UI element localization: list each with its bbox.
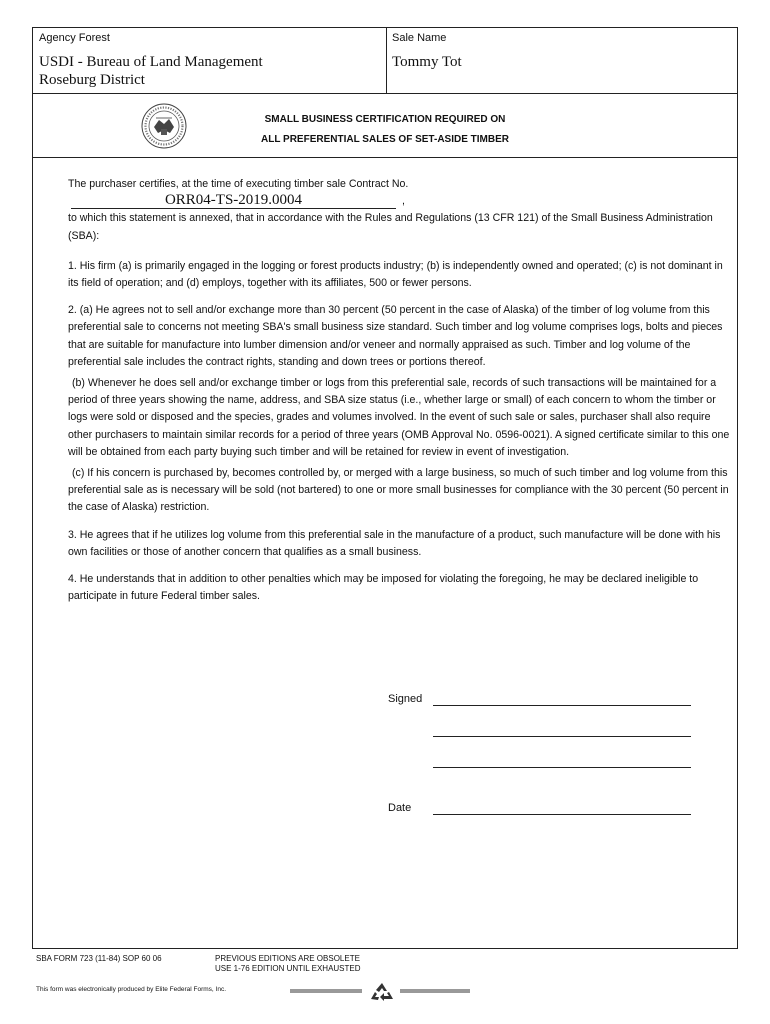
intro-comma: ,: [402, 195, 405, 208]
intro-text-after: to which this statement is annexed, that in accordance with the Rules and Regulations (13 CFR 121) of the Small Business Administration (SBA):: [68, 212, 713, 242]
form-frame: [32, 27, 738, 949]
paragraph-2b: (b) Whenever he does sell and/or exchange timber or logs from this preferential sale, records of such transactions will be maintained for a period of three years showing the name, address, and SBA size status (i.e., whether large or small) of each concern to whom the timber or logs were sold or disposed and the species, grades and volumes involved. In the event of such sale or sales, purchaser shall also require other purchasers to maintain similar records for a period of three years (OMB Approval No. 0596-0021). A signed certificate similar to this one will be obtained from each party buying such timber and will be retained for review in event of investigation.: [68, 377, 730, 458]
signature-line-2[interactable]: [433, 736, 691, 737]
sale-name-value[interactable]: Tommy Tot: [392, 54, 462, 70]
header-divider: [386, 28, 387, 93]
recycled-text-blur-left: [290, 989, 362, 993]
date-label: Date: [388, 802, 412, 814]
agency-forest-label: Agency Forest: [39, 32, 110, 44]
intro-text-before: The purchaser certifies, at the time of executing timber sale Contract No.: [68, 178, 409, 190]
title-line-1: SMALL BUSINESS CERTIFICATION REQUIRED ON: [264, 114, 506, 125]
header-row: [33, 28, 737, 94]
recycle-icon: [370, 982, 394, 1002]
agency-forest-value-line1[interactable]: USDI - Bureau of Land Management: [39, 54, 263, 70]
editions-line-2: USE 1-76 EDITION UNTIL EXHAUSTED: [215, 964, 361, 973]
recycled-text-blur-right: [400, 989, 470, 993]
sale-name-label: Sale Name: [392, 32, 447, 44]
paragraph-4: 4. He understands that in addition to other penalties which may be imposed for violating the foregoing, he may be declared ineligible to participate in future Federal timber sales.: [68, 573, 699, 603]
title-line-2: ALL PREFERENTIAL SALES OF SET-ASIDE TIMBER: [261, 134, 509, 145]
paragraph-2a: 2. (a) He agrees not to sell and/or exchange more than 30 percent (50 percent in the case of Alaska) of the timber of log volume from this preferential sale to concerns not meeting SBA's small business size standard. Such timber and log volume comprises logs, bolts and pieces that are suitable for manufacture into lumber dimension and/or veneer and normally appraised as such. Timber and log volume of the preferential sale includes the contract rights, standing and down trees or portions thereof.: [68, 304, 723, 368]
producer-credit: This form was electronically produced by Elite Federal Forms, Inc.: [36, 986, 227, 993]
intro-paragraph: [68, 176, 736, 245]
paragraph-1: 1. His firm (a) is primarily engaged in the logging or forest products industry; (b) is independently owned and operated; (c) is not dominant in its field of operation; and (d) employs, together with its affiliates, 500 or fewer persons.: [68, 259, 723, 290]
contract-number-field[interactable]: ORR04-TS-2019.0004: [71, 193, 396, 209]
date-line[interactable]: [433, 814, 691, 815]
form-body: [68, 176, 736, 605]
recycled-paper-mark: [290, 982, 470, 1002]
paragraph-3: 3. He agrees that if he utilizes log volume from this preferential sale in the manufacture of a product, such manufacture will be done with his own facilities or those of another concern that qualifies as a small business.: [68, 528, 721, 558]
agency-forest-value-line2[interactable]: Roseburg District: [39, 72, 145, 88]
paragraph-2c: (c) If his concern is purchased by, becomes controlled by, or merged with a large business, so much of such timber and log volume from this preferential sale as is necessary will be sold (not bartered) to one or more small businesses for compliance with the 30 percent (50 percent in the case of Alaska) restriction.: [68, 467, 729, 514]
signed-label: Signed: [388, 693, 423, 705]
signature-line-1[interactable]: [433, 705, 691, 706]
signature-line-3[interactable]: [433, 767, 691, 768]
editions-notice: [215, 954, 361, 974]
title-block: [33, 93, 737, 158]
editions-line-1: PREVIOUS EDITIONS ARE OBSOLETE: [215, 954, 360, 963]
form-id: SBA FORM 723 (11-84) SOP 60 06: [36, 954, 162, 963]
